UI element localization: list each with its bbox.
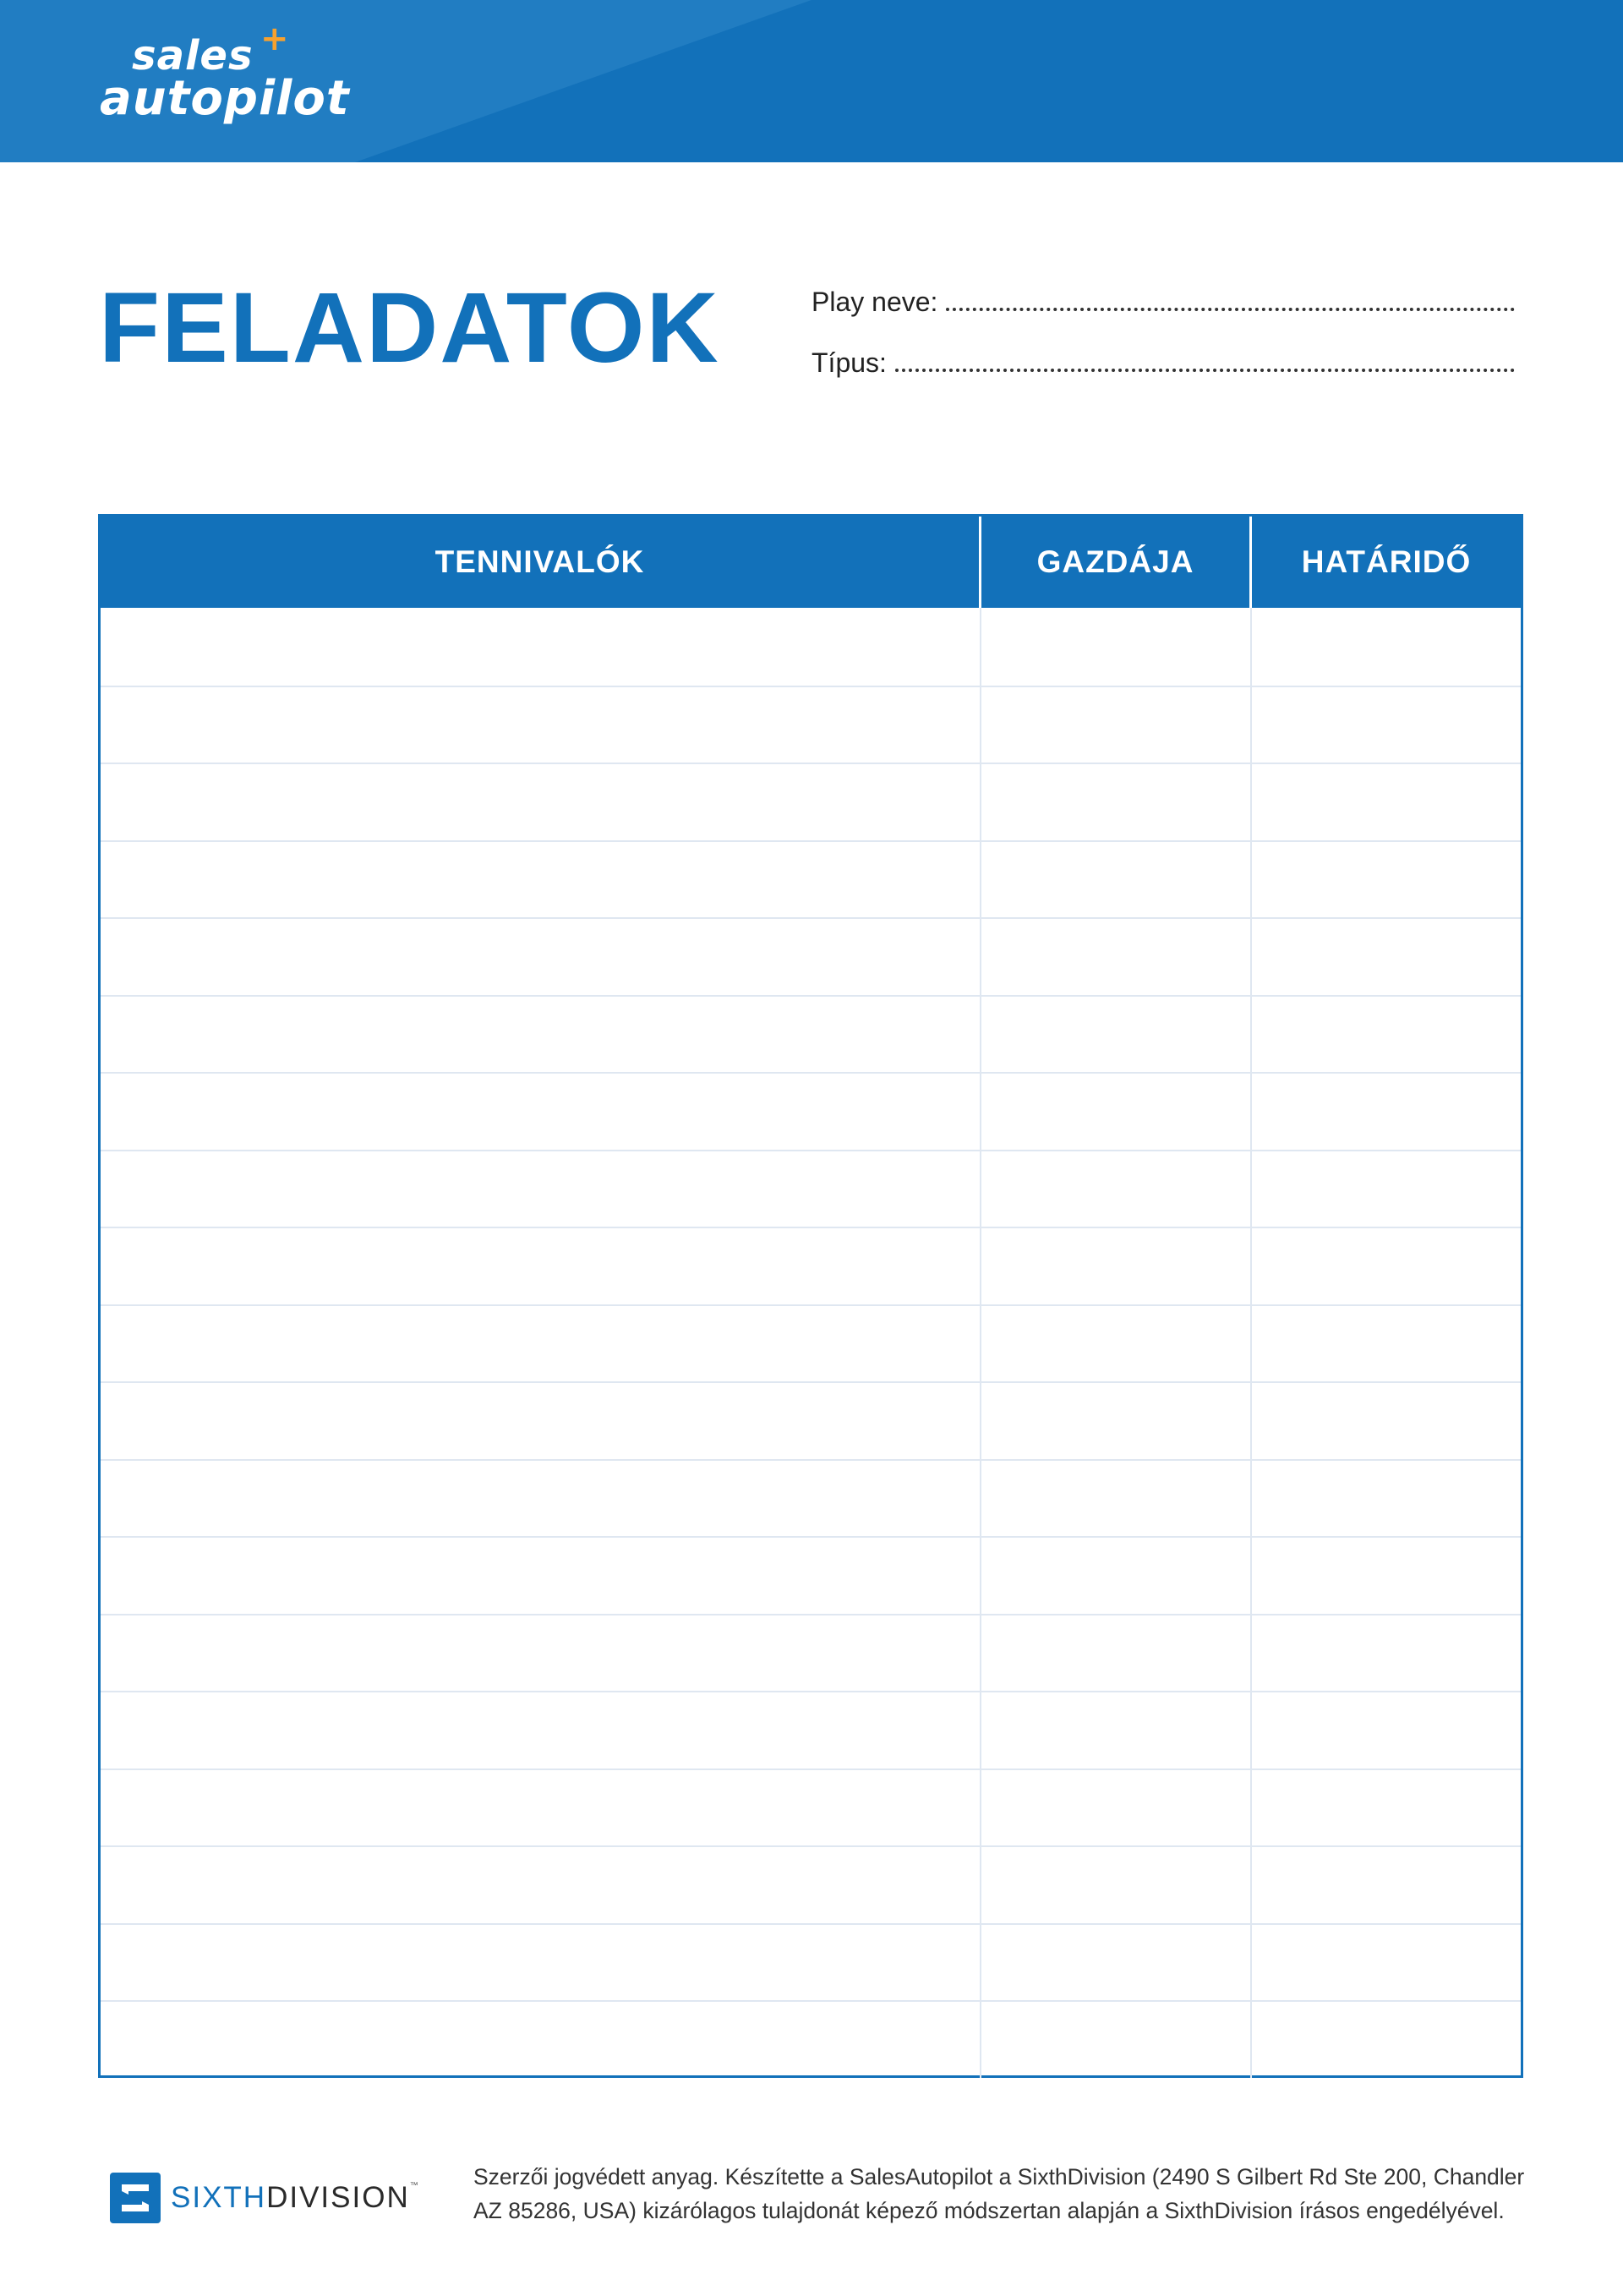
type-field[interactable]: [812, 336, 1515, 379]
task-cell[interactable]: [101, 1383, 981, 1459]
deadline-cell[interactable]: [1252, 1538, 1521, 1614]
deadline-cell[interactable]: [1252, 1770, 1521, 1846]
owner-cell[interactable]: [981, 1151, 1252, 1227]
deadline-cell[interactable]: [1252, 1074, 1521, 1150]
deadline-cell[interactable]: [1252, 2002, 1521, 2078]
play-name-label: Play neve:: [812, 287, 938, 317]
sixthdivision-wordmark: [171, 2181, 420, 2215]
table-row: [101, 1845, 1521, 1923]
logo-text-sixth: SIXTH: [171, 2181, 267, 2214]
task-cell[interactable]: [101, 764, 981, 840]
deadline-cell[interactable]: [1252, 997, 1521, 1073]
logo-text-sales: sales: [132, 32, 254, 79]
owner-cell[interactable]: [981, 842, 1252, 918]
table-row: [101, 1536, 1521, 1614]
task-cell[interactable]: [101, 608, 981, 686]
deadline-cell[interactable]: [1252, 1151, 1521, 1227]
table-row: [101, 1227, 1521, 1304]
task-cell[interactable]: [101, 1074, 981, 1150]
table-row: [101, 1691, 1521, 1768]
owner-cell[interactable]: [981, 919, 1252, 995]
table-row: [101, 1381, 1521, 1459]
task-table: [98, 514, 1523, 2078]
owner-cell[interactable]: [981, 1074, 1252, 1150]
owner-cell[interactable]: [981, 997, 1252, 1073]
logo-text-autopilot: autopilot: [100, 71, 350, 126]
task-cell[interactable]: [101, 1228, 981, 1304]
column-header-tasks: TENNIVALÓK: [101, 517, 981, 608]
column-header-deadline: HATÁRIDŐ: [1301, 544, 1472, 579]
task-cell[interactable]: [101, 1306, 981, 1382]
owner-cell[interactable]: [981, 764, 1252, 840]
table-row: [101, 1768, 1521, 1846]
owner-cell[interactable]: [981, 1228, 1252, 1304]
deadline-cell[interactable]: [1252, 1925, 1521, 2001]
owner-cell[interactable]: [981, 1306, 1252, 1382]
deadline-cell[interactable]: [1252, 608, 1521, 686]
task-cell[interactable]: [101, 1925, 981, 2001]
table-row: [101, 686, 1521, 763]
task-cell[interactable]: [101, 842, 981, 918]
task-cell[interactable]: [101, 1538, 981, 1614]
deadline-cell[interactable]: [1252, 1306, 1521, 1382]
type-label: Típus:: [812, 347, 887, 378]
owner-cell[interactable]: [981, 1383, 1252, 1459]
deadline-cell[interactable]: [1252, 1847, 1521, 1923]
owner-cell[interactable]: [981, 1770, 1252, 1846]
owner-cell[interactable]: [981, 1847, 1252, 1923]
table-row: [101, 840, 1521, 918]
task-cell[interactable]: [101, 687, 981, 763]
table-row: [101, 1923, 1521, 2001]
task-cell[interactable]: [101, 2002, 981, 2078]
task-cell[interactable]: [101, 1615, 981, 1692]
owner-cell[interactable]: [981, 1692, 1252, 1768]
owner-cell[interactable]: [981, 1615, 1252, 1692]
task-cell[interactable]: [101, 1461, 981, 1537]
table-row: [101, 1614, 1521, 1692]
owner-cell[interactable]: [981, 2002, 1252, 2078]
copyright-line-1: Szerzői jogvédett anyag. Készítette a SalesAutopilot a SixthDivision (2490 S Gilbert Rd Ste 200, Chandler: [473, 2164, 1525, 2189]
table-row: [101, 1072, 1521, 1150]
deadline-cell[interactable]: [1252, 842, 1521, 918]
table-row: [101, 995, 1521, 1073]
owner-cell[interactable]: [981, 1538, 1252, 1614]
header-banner: [0, 0, 1623, 162]
table-row: [101, 1459, 1521, 1537]
owner-cell[interactable]: [981, 1925, 1252, 2001]
task-cell[interactable]: [101, 1847, 981, 1923]
deadline-cell[interactable]: [1252, 919, 1521, 995]
owner-cell[interactable]: [981, 608, 1252, 686]
table-row: [101, 608, 1521, 686]
table-row: [101, 1304, 1521, 1382]
owner-cell[interactable]: [981, 687, 1252, 763]
task-cell[interactable]: [101, 1770, 981, 1846]
table-row: [101, 2000, 1521, 2078]
table-row: [101, 763, 1521, 840]
deadline-cell[interactable]: [1252, 764, 1521, 840]
copyright-line-2: AZ 85286, USA) kizárólagos tulajdonát képező módszertan alapján a SixthDivision írásos engedélyével.: [473, 2198, 1505, 2223]
sixthdivision-mark-icon: [110, 2173, 161, 2223]
task-cell[interactable]: [101, 1151, 981, 1227]
type-dotted-line[interactable]: [895, 369, 1515, 372]
copyright-notice: [473, 2160, 1530, 2228]
table-row: [101, 1150, 1521, 1227]
task-cell[interactable]: [101, 997, 981, 1073]
logo-text-division: DIVISION: [266, 2181, 410, 2214]
page-title: FELADATOK: [99, 272, 720, 384]
owner-cell[interactable]: [981, 1461, 1252, 1537]
table-header: [101, 517, 1521, 608]
logo-plus-icon: +: [260, 19, 289, 58]
table-body: [101, 608, 1521, 2078]
salesautopilot-logo[interactable]: [100, 19, 370, 140]
play-name-field[interactable]: [812, 276, 1515, 318]
deadline-cell[interactable]: [1252, 1383, 1521, 1459]
deadline-cell[interactable]: [1252, 1615, 1521, 1692]
deadline-cell[interactable]: [1252, 1692, 1521, 1768]
trademark-symbol: ™: [409, 2181, 420, 2190]
deadline-cell[interactable]: [1252, 687, 1521, 763]
task-cell[interactable]: [101, 919, 981, 995]
sixthdivision-logo: [110, 2171, 431, 2225]
table-row: [101, 917, 1521, 995]
deadline-cell[interactable]: [1252, 1228, 1521, 1304]
column-header-owner: GAZDÁJA: [981, 517, 1252, 608]
play-name-dotted-line[interactable]: [946, 308, 1515, 311]
deadline-cell[interactable]: [1252, 1461, 1521, 1537]
task-cell[interactable]: [101, 1692, 981, 1768]
